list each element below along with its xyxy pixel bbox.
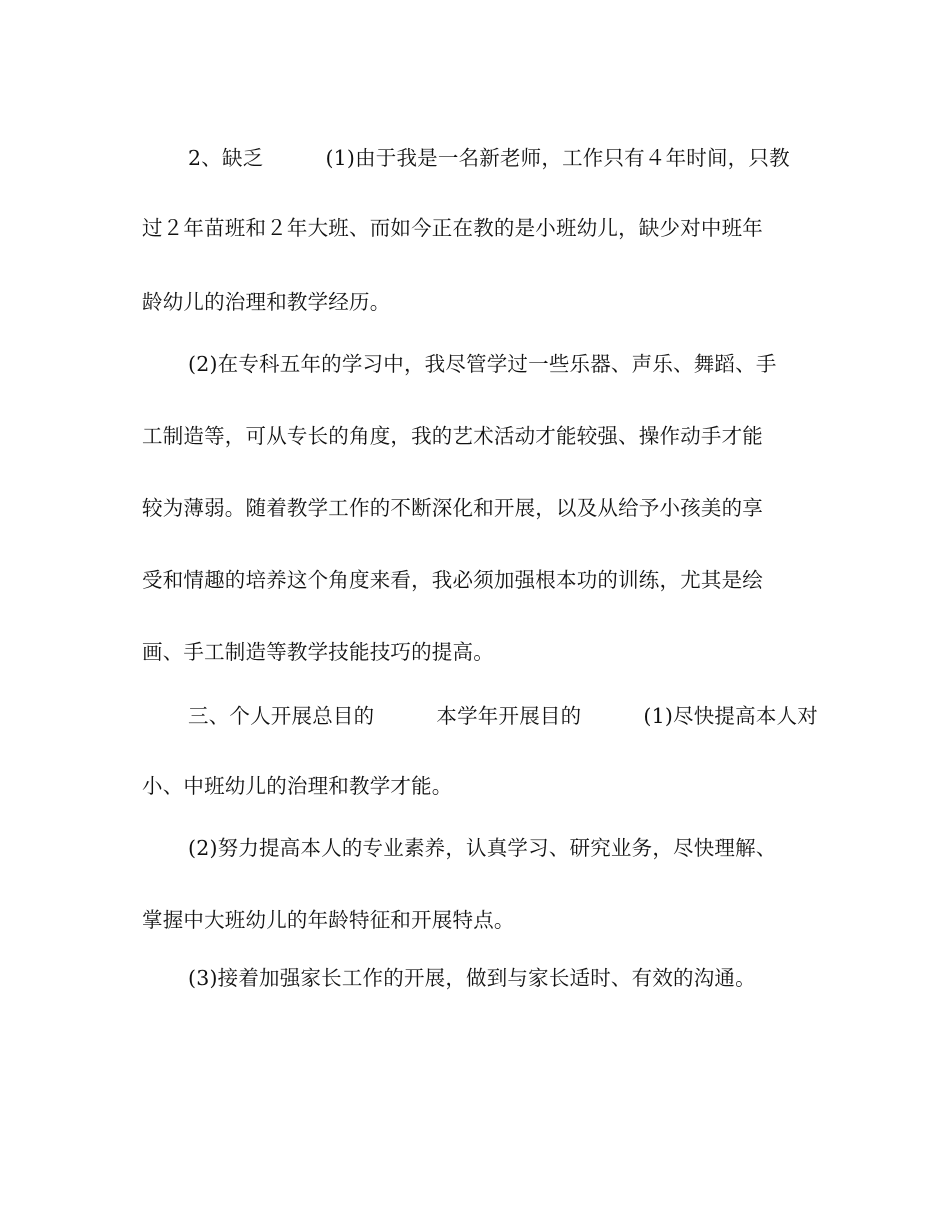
text-line: (2)努力提高本人的专业素养，认真学习、研究业务，尽快理解、 bbox=[188, 836, 777, 860]
text-line: 小、中班幼儿的治理和教学才能。 bbox=[142, 774, 453, 798]
text-line: 画、手工制造等教学技能技巧的提高。 bbox=[142, 640, 494, 664]
text-line: 三、个人开展总目的 本学年开展目的 (1)尽快提高本人对 bbox=[188, 704, 818, 728]
text-line: (2)在专科五年的学习中，我尽管学过一些乐器、声乐、舞蹈、手 bbox=[188, 352, 777, 376]
text-line: 工制造等，可从专长的角度，我的艺术活动才能较强、操作动手才能 bbox=[142, 424, 763, 448]
text-line: 2、缺乏 (1)由于我是一名新老师，工作只有４年时间，只教 bbox=[188, 146, 790, 170]
text-line: 过２年苗班和２年大班、而如今正在教的是小班幼儿，缺少对中班年 bbox=[142, 216, 763, 240]
text-line: (3)接着加强家长工作的开展，做到与家长适时、有效的沟通。 bbox=[188, 966, 756, 990]
text-line: 龄幼儿的治理和教学经历。 bbox=[142, 290, 391, 314]
text-line: 受和情趣的培养这个角度来看，我必须加强根本功的训练，尤其是绘 bbox=[142, 568, 763, 592]
text-line: 掌握中大班幼儿的年龄特征和开展特点。 bbox=[142, 908, 515, 932]
text-line: 较为薄弱。随着教学工作的不断深化和开展，以及从给予小孩美的享 bbox=[142, 496, 763, 520]
